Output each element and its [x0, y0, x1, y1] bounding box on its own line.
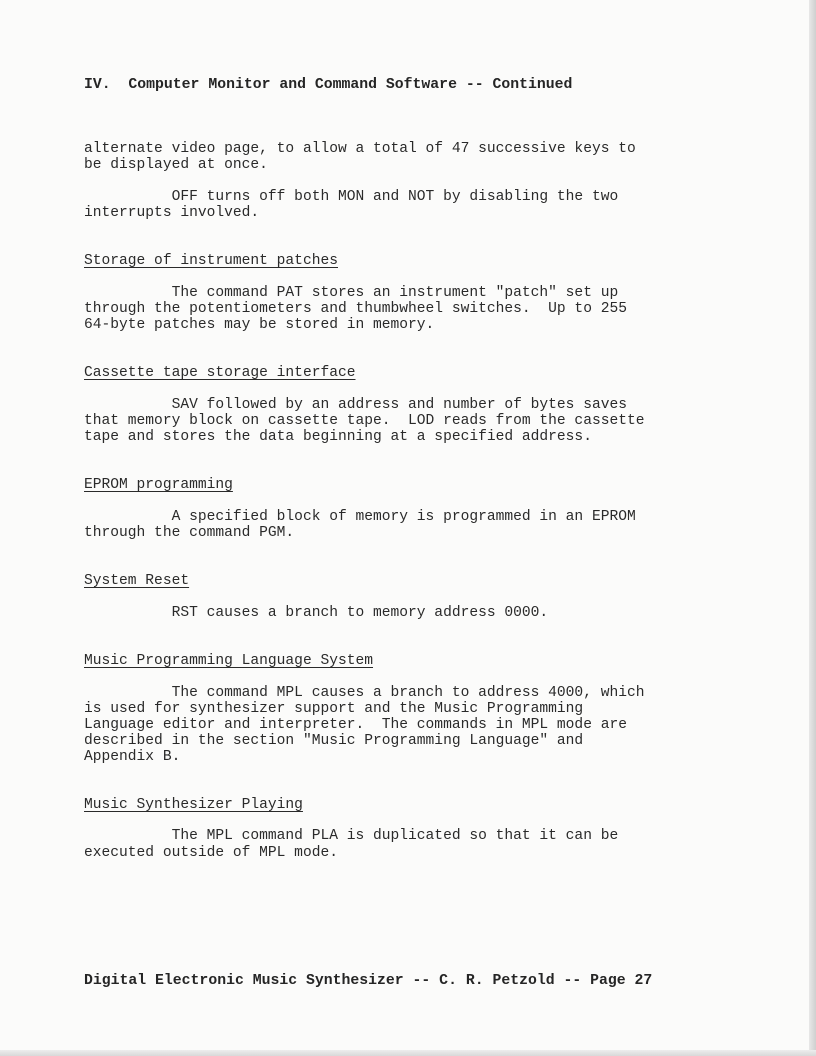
- section-heading: Storage of instrument patches: [84, 253, 338, 269]
- page-header: IV. Computer Monitor and Command Software -- Continued: [84, 77, 573, 93]
- page-edge-right: [809, 0, 816, 1056]
- section-heading: System Reset: [84, 573, 190, 589]
- section-heading: Cassette tape storage interface: [84, 365, 356, 381]
- text-line: Appendix B.: [84, 749, 181, 765]
- text-line: through the command PGM.: [84, 525, 295, 541]
- text-line: interrupts involved.: [84, 205, 260, 221]
- text-line: is used for synthesizer support and the Music Programming: [84, 701, 584, 717]
- text-line: executed outside of MPL mode.: [84, 845, 338, 861]
- text-line: The command PAT stores an instrument "patch" set up: [84, 285, 619, 301]
- section-heading: EPROM programming: [84, 477, 233, 493]
- page-footer: Digital Electronic Music Synthesizer -- C. R. Petzold -- Page 27: [84, 973, 653, 989]
- text-line: The MPL command PLA is duplicated so that it can be: [84, 828, 619, 844]
- text-line: alternate video page, to allow a total of 47 successive keys to: [84, 141, 636, 157]
- text-line: tape and stores the data beginning at a specified address.: [84, 429, 592, 445]
- text-line: OFF turns off both MON and NOT by disabling the two: [84, 189, 619, 205]
- text-line: SAV followed by an address and number of bytes saves: [84, 397, 627, 413]
- text-line: that memory block on cassette tape. LOD reads from the cassette: [84, 413, 645, 429]
- text-line: be displayed at once.: [84, 157, 268, 173]
- page-edge-bottom: [0, 1050, 816, 1056]
- section-heading: Music Programming Language System: [84, 653, 374, 669]
- text-line: A specified block of memory is programmed in an EPROM: [84, 509, 636, 525]
- text-line: through the potentiometers and thumbwheel switches. Up to 255: [84, 301, 627, 317]
- text-line: RST causes a branch to memory address 0000.: [84, 605, 549, 621]
- text-line: The command MPL causes a branch to address 4000, which: [84, 685, 645, 701]
- text-line: 64-byte patches may be stored in memory.: [84, 317, 435, 333]
- section-heading: Music Synthesizer Playing: [84, 797, 303, 813]
- text-line: Language editor and interpreter. The commands in MPL mode are: [84, 717, 627, 733]
- text-line: described in the section "Music Programming Language" and: [84, 733, 584, 749]
